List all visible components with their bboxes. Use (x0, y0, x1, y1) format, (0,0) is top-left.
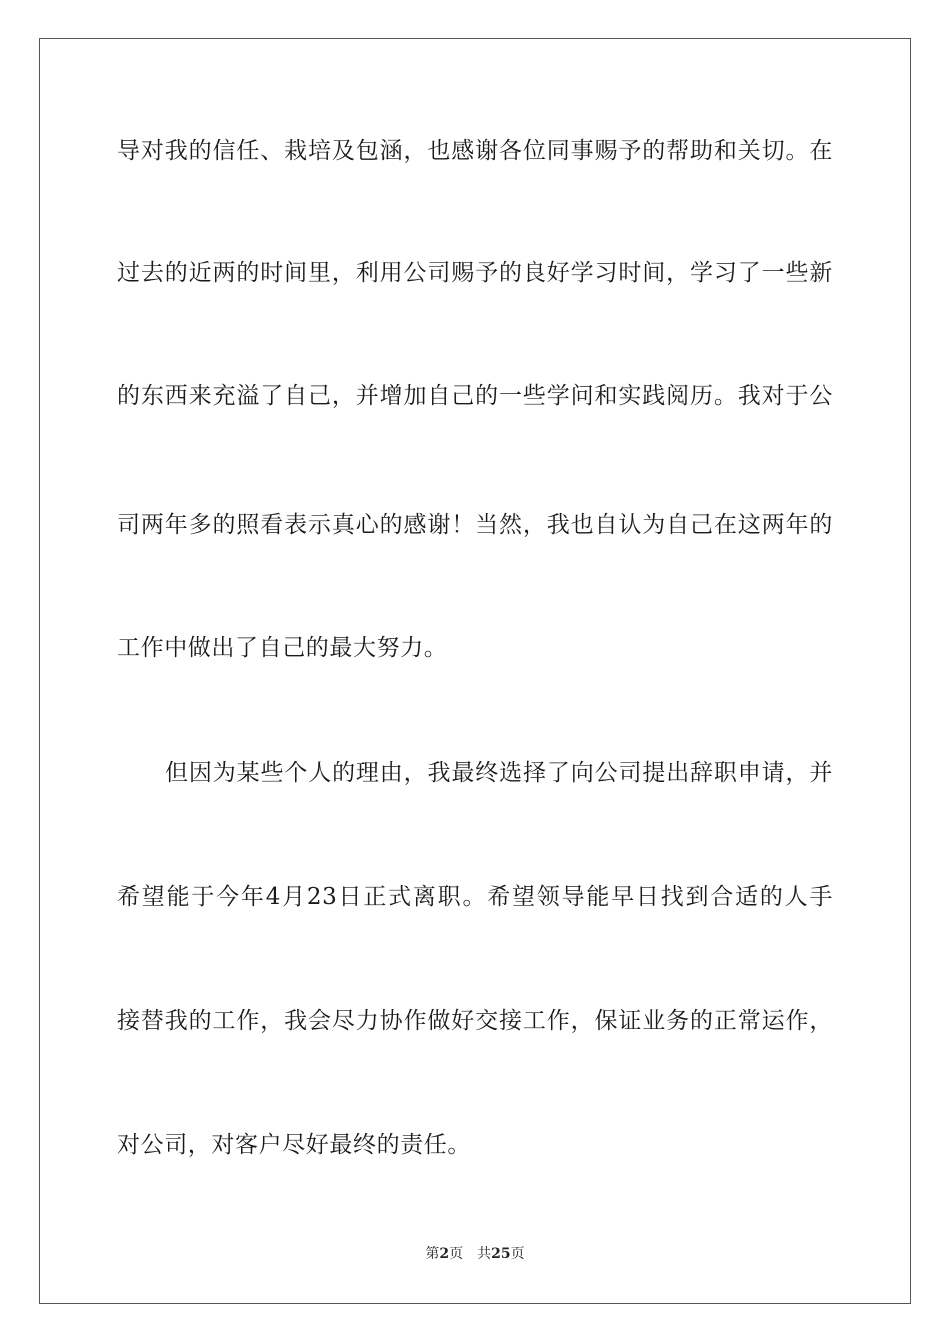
footer-total-suffix: 页 (510, 1246, 525, 1262)
footer-page-prefix: 第 (425, 1246, 440, 1262)
page-footer (0, 1244, 950, 1264)
body-line-4: 司两年多的照看表示真心的感谢！当然，我也自认为自己在这两年的 (117, 512, 833, 538)
body-line-7: 希望能于今年4月23日正式离职。希望领导能早日找到合适的人手 (117, 884, 833, 910)
body-line-1: 导对我的信任、栽培及包涵，也感谢各位同事赐予的帮助和关切。在 (117, 138, 833, 164)
body-line-8: 接替我的工作，我会尽力协作做好交接工作，保证业务的正常运作， (117, 1008, 833, 1034)
page-border (39, 38, 911, 1304)
body-line-3: 的东西来充溢了自己，并增加自己的一些学问和实践阅历。我对于公 (117, 383, 833, 409)
body-line-2: 过去的近两的时间里，利用公司赐予的良好学习时间，学习了一些新 (117, 260, 833, 286)
footer-page-suffix: 页 (449, 1246, 464, 1262)
footer-total-pages: 25 (491, 1246, 511, 1262)
body-line-5: 工作中做出了自己的最大努力。 (117, 635, 448, 661)
body-line-9: 对公司，对客户尽好最终的责任。 (117, 1132, 471, 1158)
footer-total-prefix: 共 (477, 1246, 492, 1262)
footer-page-number: 2 (439, 1246, 450, 1262)
body-line-6: 但因为某些个人的理由，我最终选择了向公司提出辞职申请，并 (165, 760, 833, 786)
